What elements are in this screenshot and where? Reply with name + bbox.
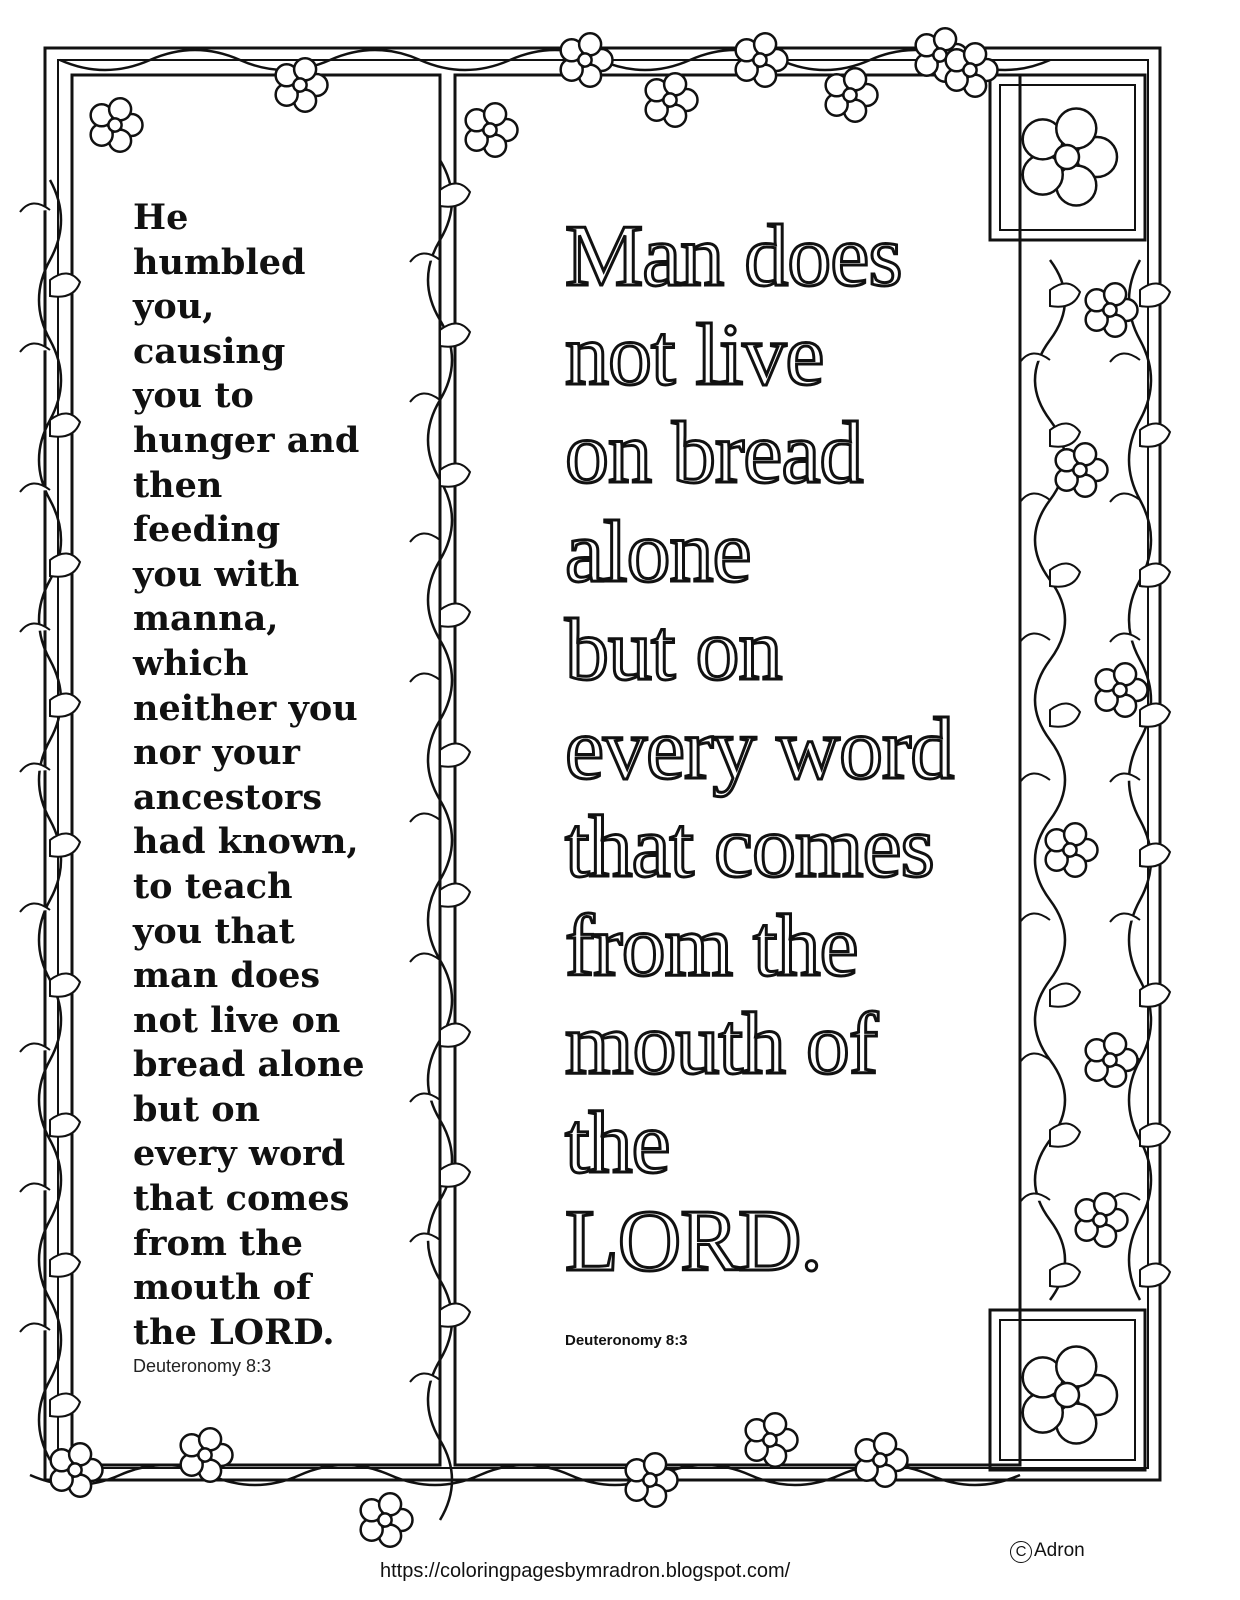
main-verse-line: mouth of: [565, 996, 878, 1093]
flower: [626, 1453, 678, 1506]
main-verse-line: every word: [565, 700, 954, 798]
left-verse-line: hunger and: [133, 419, 360, 461]
leaf: [1110, 353, 1140, 362]
left-verse-line: feeding: [133, 509, 281, 551]
copyright-icon: C: [1010, 1541, 1032, 1563]
leaf: [440, 1303, 470, 1326]
flower: [466, 103, 518, 156]
leaf: [440, 323, 470, 346]
leaf: [440, 183, 470, 206]
leaf: [1140, 1263, 1170, 1286]
flower: [51, 1443, 103, 1496]
flower: [736, 33, 788, 86]
leaf: [50, 1393, 80, 1416]
left-verse-line: nor your: [133, 732, 300, 774]
leaf: [50, 1253, 80, 1276]
flower: [91, 98, 143, 151]
flower: [1023, 1346, 1117, 1443]
flower: [361, 1493, 413, 1546]
left-verse-line: to teach: [133, 865, 293, 907]
main-verse-line: the: [565, 1094, 670, 1192]
left-verse-line: not live on: [133, 999, 341, 1041]
left-verse-line: every word: [133, 1133, 346, 1175]
leaf: [1140, 423, 1170, 446]
leaf: [1110, 493, 1140, 502]
flower: [1096, 663, 1148, 716]
left-verse-line: the LORD.: [133, 1311, 335, 1353]
leaf: [1020, 353, 1050, 362]
leaf: [1050, 1123, 1080, 1146]
leaf: [1050, 703, 1080, 726]
leaf: [440, 1163, 470, 1186]
flower: [561, 33, 613, 86]
leaf: [1050, 563, 1080, 586]
leaf: [1110, 913, 1140, 922]
left-verse-line: humbled: [133, 241, 306, 283]
flower: [181, 1428, 233, 1481]
leaf: [1140, 843, 1170, 866]
left-verse-line: that comes: [133, 1178, 350, 1220]
main-verse-outline-text: [565, 208, 953, 1292]
main-verse-line: from the: [565, 897, 858, 995]
leaf: [440, 603, 470, 626]
left-verse-line: you with: [133, 553, 300, 595]
leaf: [1110, 773, 1140, 782]
left-verse-line: causing: [133, 330, 286, 372]
left-verse-line: from the: [133, 1222, 303, 1264]
flower: [1046, 823, 1098, 876]
main-verse-line: Man does: [565, 208, 902, 305]
leaf: [1050, 283, 1080, 306]
left-verse-line: but on: [133, 1088, 261, 1130]
leaf: [1020, 493, 1050, 502]
leaf: [1050, 983, 1080, 1006]
left-verse-line: which: [133, 642, 249, 684]
leaf: [1020, 773, 1050, 782]
left-verse-line: you that: [133, 910, 295, 952]
leaf: [1140, 983, 1170, 1006]
left-verse-line: you to: [133, 375, 254, 417]
main-verse-line: not live: [565, 306, 824, 404]
leaf: [50, 693, 80, 716]
left-verse-line: man does: [133, 955, 321, 997]
flower: [746, 1413, 798, 1466]
leaf: [440, 463, 470, 486]
flower: [1023, 108, 1117, 205]
flower: [276, 58, 328, 111]
leaf: [1110, 633, 1140, 642]
leaf: [1140, 1123, 1170, 1146]
main-verse-line: on bread: [565, 405, 863, 502]
main-verse-line: that comes: [565, 799, 934, 896]
leaf: [1020, 913, 1050, 922]
left-verse-line: you,: [133, 286, 215, 328]
leaf: [50, 1113, 80, 1136]
left-verse-line: had known,: [133, 821, 359, 863]
leaf: [50, 413, 80, 436]
left-verse-line: mouth of: [133, 1267, 312, 1309]
leaf: [1140, 563, 1170, 586]
main-verse-line: LORD.: [565, 1193, 822, 1290]
left-verse-text: [133, 196, 433, 1355]
left-verse-line: bread alone: [133, 1044, 365, 1086]
left-verse-line: He: [133, 197, 189, 238]
left-verse-line: neither you: [133, 687, 358, 729]
leaf: [1050, 1263, 1080, 1286]
leaf: [1020, 633, 1050, 642]
leaf: [1140, 703, 1170, 726]
leaf: [50, 833, 80, 856]
leaf: [1140, 283, 1170, 306]
leaf: [50, 273, 80, 296]
flower: [1086, 1033, 1138, 1086]
main-verse-line: but on: [565, 602, 782, 699]
leaf: [440, 743, 470, 766]
flower: [1056, 443, 1108, 496]
leaf: [50, 973, 80, 996]
leaf: [1020, 1193, 1050, 1202]
copyright-notice: [1010, 1540, 1085, 1563]
flower: [646, 73, 698, 126]
leaf: [410, 1373, 440, 1382]
main-verse-reference: Deuteronomy 8:3: [565, 1332, 688, 1349]
leaf: [1050, 423, 1080, 446]
leaf: [50, 553, 80, 576]
left-verse-line: manna,: [133, 598, 279, 640]
website-url: https://coloringpagesbymradron.blogspot.com/: [380, 1560, 791, 1582]
leaf: [440, 883, 470, 906]
leaf: [440, 1023, 470, 1046]
main-verse-line: alone: [565, 503, 751, 601]
left-verse-line: ancestors: [133, 776, 323, 818]
left-verse-line: then: [133, 464, 223, 506]
left-verse-reference: Deuteronomy 8:3: [133, 1356, 272, 1376]
author-name: Adron: [1034, 1540, 1085, 1561]
